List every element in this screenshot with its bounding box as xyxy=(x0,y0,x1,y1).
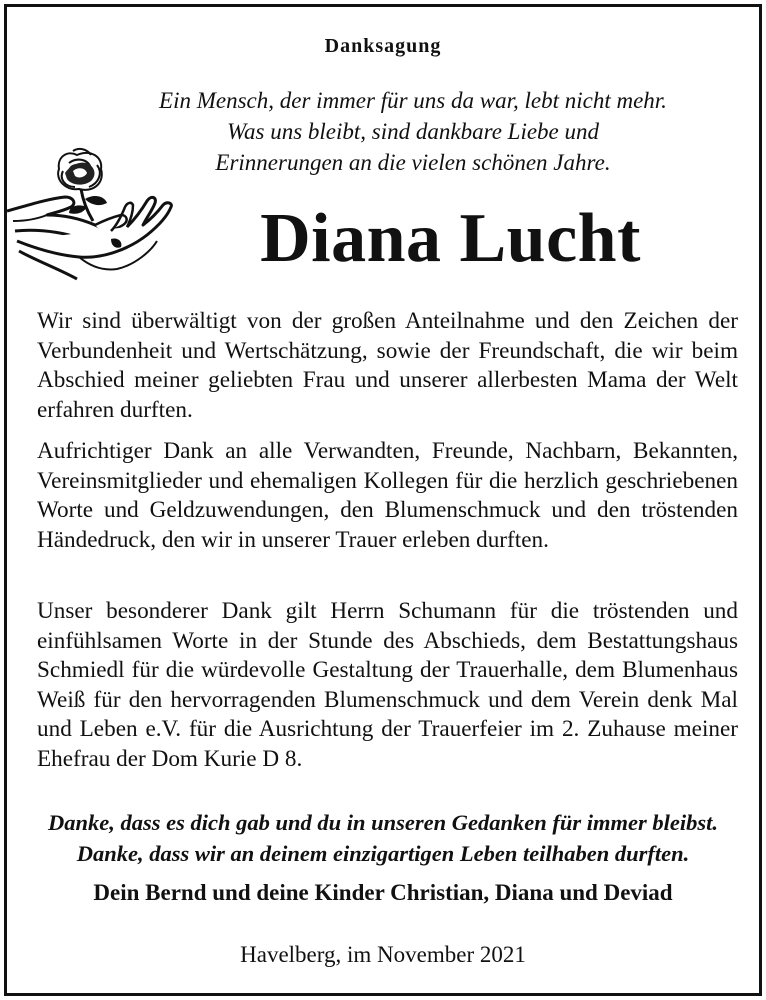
paragraph-gratitude: Wir sind überwältigt von der großen Anteilnahme und den Zeichen der Verbundenheit und Wertschätzung, sowie der Freundschaft, die wir beim Abschied meiner geliebten Frau und unserer allerbesten Mama der Welt erfahren durften. xyxy=(37,308,738,423)
closing-lines xyxy=(7,807,759,869)
deceased-name: Diana Lucht xyxy=(260,200,641,277)
poem-line: Ein Mensch, der immer für uns da war, lebt nicht mehr. xyxy=(159,88,667,113)
notice-heading: Danksagung xyxy=(324,35,442,57)
paragraph-thanks-relatives: Aufrichtiger Dank an alle Verwandten, Freunde, Nachbarn, Bekannten, Vereinsmitglieder und ehemaligen Kollegen für die herzlich geschriebenen Worte und Geldzuwendungen, den Blumenschmuck und den tröstenden Händedruck, den wir in unserer Trauer erleben durften. xyxy=(37,438,738,553)
paragraph-special-thanks: Unser besonderer Dank gilt Herrn Schumann für die tröstenden und einfühlsamen Worte in der Stunde des Abschieds, dem Bestattungshaus Schmiedl für die würdevolle Gestaltung der Trauerhalle, dem Blumenhaus Weiß für den hervorragenden Blumenschmuck und dem Verein denk Mal und Leben e.V. für die Ausrichtung der Trauerfeier im 2. Zuhause meiner Ehefrau der Dom Kurie D 8. xyxy=(37,598,738,772)
poem-line: Was uns bleibt, sind dankbare Liebe und xyxy=(226,119,600,144)
closing-line: Danke, dass es dich gab und du in unseren Gedanken für immer bleibst. xyxy=(47,810,719,835)
poem-line: Erinnerungen an die vielen schönen Jahre. xyxy=(215,150,611,175)
notice-frame xyxy=(4,4,762,996)
closing-line: Danke, dass wir an deinem einzigartigen Leben teilhaben durften. xyxy=(76,841,690,866)
place-date: Havelberg, im November 2021 xyxy=(240,942,526,967)
family-signature: Dein Bernd und deine Kinder Christian, Diana und Deviad xyxy=(93,880,673,905)
